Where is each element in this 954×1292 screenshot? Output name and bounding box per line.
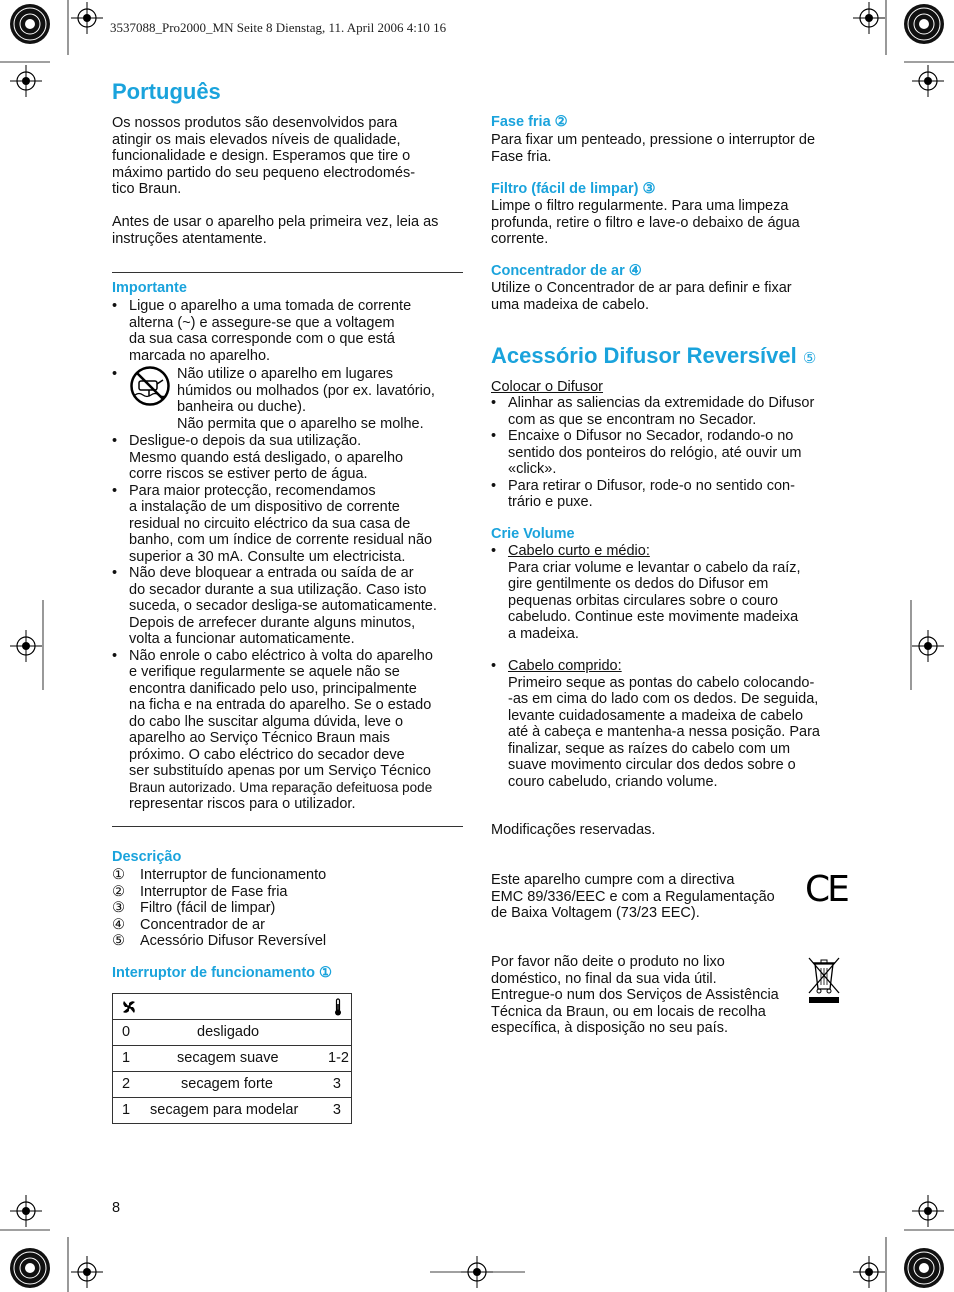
text-line: Para fixar um penteado, pressione o interruptor de (491, 132, 816, 148)
text-line: banho, com um índice de corrente residual não (129, 532, 433, 548)
descricao-heading: Descrição (112, 849, 182, 865)
table-header-cell (113, 994, 352, 1020)
page-title: Português (112, 79, 221, 104)
text-line: sentido dos ponteiros do relógio, até ouvir um (508, 444, 802, 461)
list-item (491, 658, 851, 790)
fan-speed-icon (121, 999, 137, 1015)
text-line: máximo partido do seu pequeno electrodomés- (112, 164, 416, 181)
text-line: uma madeixa de cabelo. (491, 296, 649, 313)
crie-volume-heading: Crie Volume (491, 526, 575, 542)
mode-label: desligado (197, 1024, 260, 1040)
text-line: Braun autorizado. Uma reparação defeituosa pode (129, 779, 433, 795)
text-line: cabeludo. Continue este movimente madeixa (508, 609, 799, 625)
item-label: Acessório Difusor Reversível (140, 933, 327, 949)
text-line: banheira ou duche). (177, 399, 306, 415)
bullet: • (491, 658, 497, 674)
text-line: na ficha e na entrada do aparelho. Se o estado (129, 697, 432, 713)
bullet: • (491, 477, 497, 494)
text-line: da sua casa corresponde com o que está (129, 331, 395, 347)
text-line: aparelho ao Serviço Técnico Braun mais (129, 730, 390, 746)
text-line: do cabo lhe suscitar alguma dúvida, leve o (129, 713, 404, 730)
table-row (113, 1020, 352, 1046)
bullet: • (112, 366, 118, 382)
text-line: a instalação de um dispositivo de corrente (129, 499, 400, 515)
descricao-list (112, 867, 412, 950)
text-line: pequenas orbitas circulares sobre o couro (508, 592, 779, 609)
divider (112, 826, 463, 827)
text-line: Antes de usar o aparelho pela primeira vez, leia as (112, 214, 439, 230)
bullet: • (112, 565, 118, 581)
item-number: ② (112, 883, 125, 900)
list-item (112, 884, 412, 901)
table-cell (113, 1072, 352, 1098)
text-line: húmidos ou molhados (por ex. lavatório, (177, 382, 435, 399)
text-line: Por favor não deite o produto no lixo (491, 954, 725, 970)
bullet: • (112, 433, 118, 449)
table-cell (113, 1098, 352, 1124)
item-number: ① (112, 867, 125, 883)
text-line: Os nossos produtos são desenvolvidos para (112, 115, 398, 131)
bullet: • (491, 543, 497, 559)
item-label: Cabelo comprido: (508, 658, 622, 674)
text-line: do secador durante a sua utilização. Caso isto (129, 581, 427, 598)
text-line: específica, à disposição no seu país. (491, 1020, 728, 1036)
list-item (112, 433, 464, 483)
colocar-list (491, 395, 851, 511)
text-line: Fase fria. (491, 148, 552, 165)
text-line: levante cuidadosamente a madeixa de cabelo (508, 707, 804, 724)
item-label: Interruptor de funcionamento (140, 867, 327, 883)
text-line: Ligue o aparelho a uma tomada de corrente (129, 298, 412, 314)
interruptor-heading: Interruptor de funcionamento ① (112, 965, 333, 981)
text-line: Para retirar o Difusor, rode-o no sentido con- (508, 477, 795, 494)
list-item (112, 917, 412, 934)
text-line: Depois de arrefecer durante alguns minutos, (129, 614, 416, 631)
concentrador-text (491, 280, 792, 313)
item-label: Concentrador de ar (140, 916, 265, 933)
text-line: superior a 30 mA. Consulte um electricista. (129, 548, 406, 565)
text-line: alterna (~) e assegure-se que a voltagem (129, 314, 395, 331)
text-line: ser substituído apenas por um Serviço Técnico (129, 763, 431, 779)
text-line: Utilize o Concentrador de ar para definir e fixar (491, 280, 792, 296)
text-line: com as que se encontram no Secador. (508, 411, 757, 428)
item-label: Filtro (fácil de limpar) (140, 900, 276, 916)
fase-fria-text (491, 132, 815, 165)
text-line: Encaixe o Difusor no Secador, rodando-o no (508, 428, 794, 444)
mode-label: secagem para modelar (150, 1102, 299, 1118)
text-line: Entregue-o num dos Serviços de Assistência (491, 987, 779, 1003)
text-line: doméstico, no final da sua vida útil. (491, 970, 717, 987)
heat-value: 1-2 (328, 1050, 349, 1066)
text-line: até à cabeça e mantenha-a nessa posição. Para (508, 724, 820, 740)
text-line: de Baixa Voltagem (73/23 EEC). (491, 905, 700, 921)
print-header: 3537088_Pro2000_MN Seite 8 Dienstag, 11. April 2006 4:10 16 (110, 20, 447, 35)
list-item (491, 478, 851, 511)
list-item (112, 648, 464, 813)
text-line: Não permita que o aparelho se molhe. (177, 415, 424, 432)
modificacoes-text: Modificações reservadas. (491, 822, 656, 838)
list-item (491, 395, 851, 428)
text-line: Para criar volume e levantar o cabelo da raíz, (508, 559, 801, 576)
text-line: marcada no aparelho. (129, 347, 271, 364)
text-line: Este aparelho cumpre com a directiva (491, 872, 735, 888)
heat-value: 3 (332, 1102, 341, 1118)
text-line: «click». (508, 461, 557, 477)
divider (112, 272, 463, 273)
importante-heading: Importante (112, 280, 187, 296)
concentrador-heading: Concentrador de ar ④ (491, 263, 642, 279)
crie-volume-item-2 (491, 658, 851, 790)
list-item (112, 483, 464, 566)
text-line: profunda, retire o filtro e lave-o debaixo de água (491, 214, 800, 231)
item-number: ④ (112, 916, 125, 933)
text-line: corre riscos se estiver perto de água. (129, 466, 368, 482)
intro-paragraph-2 (112, 214, 472, 247)
text-line: instruções atentamente. (112, 230, 267, 247)
bullet: • (112, 482, 118, 499)
item-label: Cabelo curto e médio: (508, 543, 650, 559)
text-line: gire gentilmente os dedos do Difusor em (508, 576, 769, 592)
speed-value: 0 (122, 1024, 131, 1040)
list-item (491, 428, 851, 478)
text-line: finalizar, seque as raízes do cabelo com um (508, 740, 791, 757)
table-row (113, 1072, 352, 1098)
item-number: ⑤ (112, 933, 125, 949)
list-item (112, 366, 464, 432)
text-line: Não deve bloquear a entrada ou saída de ar (129, 565, 414, 581)
text-line: volta a funcionar automaticamente. (129, 631, 355, 647)
page-number: 8 (112, 1200, 121, 1216)
ce-mark-icon: CE (805, 869, 847, 910)
text-line: -as em cima do lado com os dedos. De seguida, (508, 691, 819, 707)
text-line: EMC 89/336/EEC e com a Regulamentação (491, 888, 775, 905)
list-item (112, 933, 412, 950)
table-row (113, 1046, 352, 1072)
list-item (112, 867, 412, 884)
intro-paragraph-1 (112, 115, 472, 198)
text-line: próximo. O cabo eléctrico do secador deve (129, 746, 405, 763)
colocar-subheading: Colocar o Difusor (491, 379, 604, 395)
difusor-title (491, 343, 816, 369)
text-line: Técnica da Braun, ou em locais de recolha (491, 1003, 766, 1020)
bullet: • (112, 647, 118, 664)
text-line: Para maior protecção, recomendamos (129, 482, 376, 499)
text-line: Alinhar as saliencias da extremidade do Difusor (508, 395, 815, 411)
text-line: Mesmo quando está desligado, o aparelho (129, 449, 404, 466)
temperature-icon (333, 998, 343, 1016)
difusor-title-text: Acessório Difusor Reversível (491, 343, 797, 368)
text-line: Não utilize o aparelho em lugares (177, 366, 394, 382)
text-line: Desligue-o depois da sua utilização. (129, 433, 362, 449)
text-line: trário e puxe. (508, 494, 593, 510)
text-line: couro cabeludo, criando volume. (508, 773, 718, 790)
bullet: • (491, 428, 497, 444)
text-line: encontra danificado pelo uso, principalmente (129, 680, 417, 697)
crie-volume-item-1 (491, 543, 851, 642)
weee-bin-icon (806, 955, 842, 1005)
mode-label: secagem suave (177, 1050, 279, 1066)
difusor-title-number: ⑤ (802, 350, 817, 367)
filtro-text (491, 198, 800, 248)
item-label: Interruptor de Fase fria (140, 883, 288, 900)
text-line: representar riscos para o utilizador. (129, 796, 356, 812)
text-line: Limpe o filtro regularmente. Para uma limpeza (491, 198, 789, 214)
bullet: • (112, 298, 118, 314)
filtro-heading: Filtro (fácil de limpar) ③ (491, 181, 656, 197)
text-line: Primeiro seque as pontas do cabelo colocando- (508, 674, 815, 691)
speed-value: 1 (122, 1050, 131, 1066)
text-line: suceda, o secador desliga-se automaticamente. (129, 598, 437, 614)
list-item (112, 565, 464, 648)
text-line: a madeixa. (508, 625, 579, 642)
ce-compliance-text (491, 872, 775, 922)
heat-value: 3 (332, 1076, 341, 1092)
list-item (112, 900, 412, 917)
list-item (112, 298, 464, 364)
disposal-text (491, 954, 779, 1037)
text-line: suave movimento circular dos dedos sobre o (508, 757, 796, 773)
speed-value: 2 (122, 1076, 131, 1092)
mode-label: secagem forte (181, 1076, 273, 1092)
text-line: residual no circuito eléctrico da sua casa de (129, 515, 411, 532)
table-row (113, 1098, 352, 1124)
text-line: atingir os mais elevados níveis de qualidade, (112, 131, 401, 148)
table-cell (113, 1020, 352, 1046)
no-water-warning-icon (129, 365, 171, 407)
text-line: Não enrole o cabo eléctrico à volta do aparelho (129, 647, 433, 664)
item-number: ③ (112, 900, 125, 916)
table-cell (113, 1046, 352, 1072)
fase-fria-heading: Fase fria ② (491, 114, 568, 130)
text-line: funcionalidade e design. Esperamos que tire o (112, 148, 411, 164)
text-line: tico Braun. (112, 181, 182, 197)
text-line: corrente. (491, 231, 549, 247)
speed-value: 1 (122, 1102, 131, 1118)
importante-list (112, 298, 464, 813)
bullet: • (491, 395, 497, 411)
table-header-row (113, 994, 352, 1020)
text-line: e verifique regularmente se aquele não se (129, 664, 400, 680)
settings-table (112, 993, 352, 1124)
list-item (491, 543, 851, 642)
